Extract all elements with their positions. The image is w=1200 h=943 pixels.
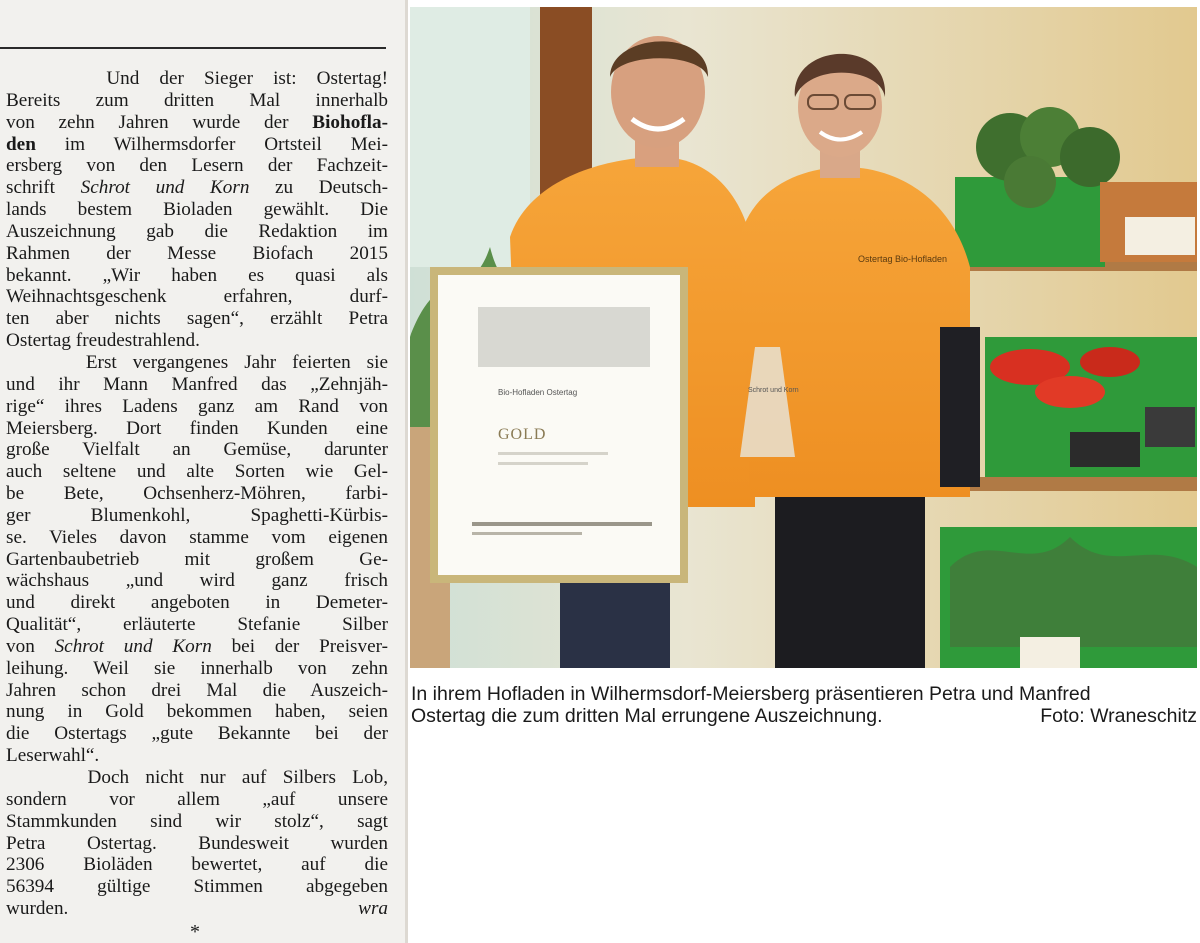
photo-caption bbox=[411, 683, 1197, 727]
article-line: Meiersberg. Dort finden Kunden eine bbox=[6, 417, 388, 439]
article-line: se. Vieles davon stamme vom eigenen bbox=[6, 526, 388, 548]
trophy-label: Schrot und Korn bbox=[748, 387, 799, 394]
shirt-logo: Ostertag Bio-Hofladen bbox=[858, 254, 948, 264]
article-line: Weihnachtsgeschenk erfahren, durf- bbox=[6, 286, 388, 308]
photo-credit: Foto: Wraneschitz bbox=[1040, 705, 1197, 727]
article-line: auch seltene und alte Sorten wie Gel- bbox=[6, 461, 388, 483]
article-line: Bereits zum dritten Mal innerhalb bbox=[6, 89, 388, 111]
article-line: und direkt angeboten in Demeter- bbox=[6, 592, 388, 614]
article-line: leihung. Weil sie innerhalb von zehn bbox=[6, 657, 388, 679]
article-line: sondern vor allem „auf unsere bbox=[6, 788, 388, 810]
article-line: Qualität“, erläuterte Stefanie Silber bbox=[6, 614, 388, 636]
article-line: Rahmen der Messe Biofach 2015 bbox=[6, 242, 388, 264]
article-line: große Vielfalt an Gemüse, darunter bbox=[6, 439, 388, 461]
article-line: Gartenbaubetrieb mit großem Ge- bbox=[6, 548, 388, 570]
article-line: bekannt. „Wir haben es quasi als bbox=[6, 264, 388, 286]
article-line: Erst vergangenes Jahr feierten sie bbox=[85, 351, 388, 373]
article-line: Auszeichnung gab die Redaktion im bbox=[6, 220, 388, 242]
article-line: ger Blumenkohl, Spaghetti-Kürbis- bbox=[6, 504, 388, 526]
article-line: lands bestem Bioladen gewählt. Die bbox=[6, 199, 388, 221]
article-line: die Ostertags „gute Bekannte bei der bbox=[6, 723, 388, 745]
article-line: Stammkunden sind wir stolz“, sagt bbox=[6, 810, 388, 832]
article-line: den im Wilhermsdorfer Ortsteil Mei- bbox=[6, 133, 388, 155]
author-initials: wra bbox=[358, 898, 388, 920]
article-line: ten aber nichts sagen“, erzählt Petra bbox=[6, 308, 388, 330]
article-text bbox=[6, 68, 388, 920]
article-line: wächshaus „und wird ganz frisch bbox=[6, 570, 388, 592]
certificate-award: GOLD bbox=[498, 426, 547, 443]
photo bbox=[410, 7, 1197, 668]
article-line: von zehn Jahren wurde der Biohofla- bbox=[6, 111, 388, 133]
photo-illustration bbox=[410, 7, 1197, 668]
certificate-heading: Bio-Hofladen Ostertag bbox=[498, 388, 578, 397]
article-line: Jahren schon drei Mal die Auszeich- bbox=[6, 679, 388, 701]
article-line: 56394 gültige Stimmen abgegeben bbox=[6, 876, 388, 898]
article-last-line bbox=[6, 898, 388, 920]
article-line: be Bete, Ochsenherz-Möhren, farbi- bbox=[6, 483, 388, 505]
article-line: schrift Schrot und Korn zu Deutsch- bbox=[6, 177, 388, 199]
top-rule bbox=[0, 47, 386, 49]
article-line: von Schrot und Korn bei der Preisver- bbox=[6, 635, 389, 657]
caption-line: Ostertag die zum dritten Mal errungene Auszeichnung. bbox=[411, 705, 883, 727]
separator-star: * bbox=[190, 921, 200, 943]
article-line: und ihr Mann Manfred das „Zehnjäh- bbox=[6, 373, 388, 395]
article-line: wurden. bbox=[6, 898, 69, 920]
article-line: ersberg von den Lesern der Fachzeit- bbox=[6, 155, 388, 177]
article-line: Doch nicht nur auf Silbers Lob, bbox=[87, 767, 388, 788]
caption-second-row bbox=[411, 705, 1197, 727]
article-line: Leserwahl“. bbox=[6, 745, 100, 767]
article-line: rige“ ihres Ladens ganz am Rand von bbox=[6, 395, 388, 417]
article-line: Petra Ostertag. Bundesweit wurden bbox=[6, 832, 388, 854]
column-divider bbox=[405, 0, 408, 943]
article-line: 2306 Bioläden bewertet, auf die bbox=[6, 854, 388, 876]
article-line: Ostertag freudestrahlend. bbox=[6, 330, 200, 352]
article-line: Und der Sieger ist: Ostertag! bbox=[106, 68, 388, 89]
article-line: nung in Gold bekommen haben, seien bbox=[6, 701, 388, 723]
caption-line: In ihrem Hofladen in Wilhermsdorf-Meiersberg präsentieren Petra und Manfred bbox=[411, 683, 1091, 705]
